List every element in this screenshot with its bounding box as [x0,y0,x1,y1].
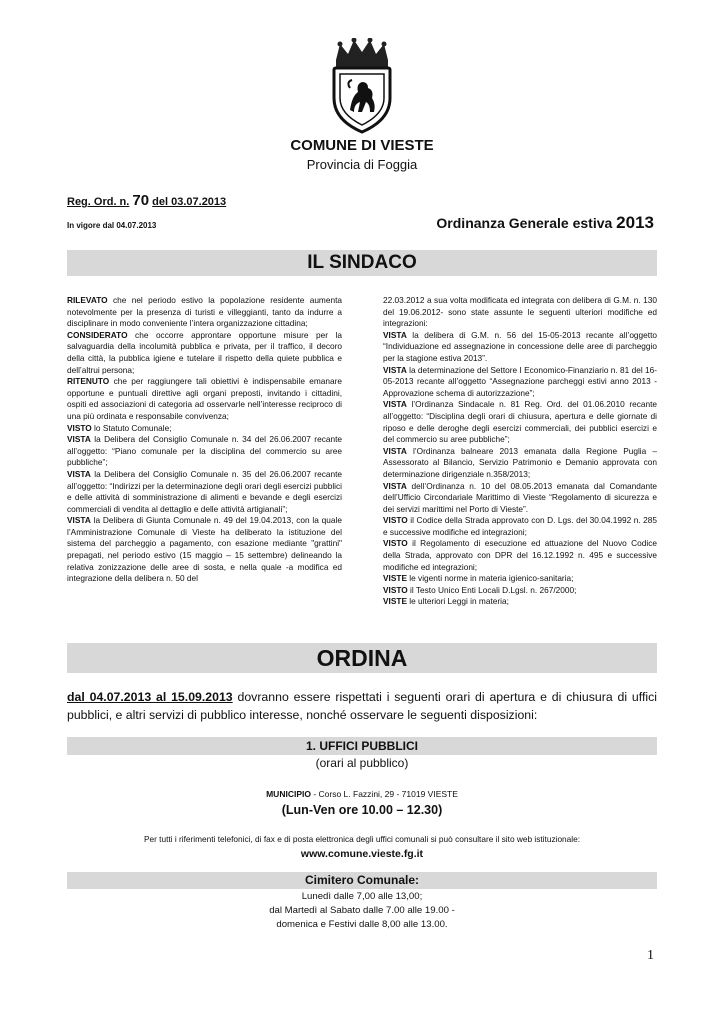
uffici-subheading: (orari al pubblico) [315,756,409,770]
info-text: Per tutti i riferimenti telefonici, di fax e di posta elettronica degli uffici comunali si può consultare il sito web istituzionale: [143,834,581,844]
cimitero-heading: Cimitero Comunale: [67,872,657,889]
clause [67,423,342,435]
clause-text: la Delibera del Consiglio Comunale n. 35 del 26.06.2007 recante all’oggetto: “Indirizzi per la determinazione degli orari degli esercizi pubblici e delle attività di somministrazione di alimenti e bevande e degli esercizi commerciali di vendita al dettaglio e delle attività artigianali”; [67,468,342,514]
clause [383,295,657,330]
ordina-period: dal 04.07.2013 al 15.09.2013 [67,690,233,704]
clause [383,399,657,445]
clause-keyword: VISTA [383,445,407,456]
clause-text: il Testo Unico Enti Locali D.Lgsl. n. 267/2000; [407,584,577,595]
clause [67,295,342,330]
municipio-address-text: - Corso L. Fazzini, 29 - 71019 VIESTE [310,789,458,799]
clause-keyword: VISTA [67,434,91,445]
clause [67,515,342,585]
clause-keyword: VISTE [383,596,407,607]
municipio-label: MUNICIPIO [266,789,311,799]
clause-keyword: VISTO [383,538,408,549]
clause-text: che per raggiungere tali obiettivi è indispensabile emanare opportune e puntuali direttive agli organi preposti, invitando i cittadini, ospiti ed associazioni di categoria ad osservarle nell’interesse reciproco di una più ordinata e responsabile convivenza; [67,376,342,421]
reg-ord-date: del 03.07.2013 [152,196,227,208]
ordina-intro-text: dovranno essere rispettati i seguenti orari di apertura e di chiusura di uffici pubblici, e altri servizi di pubblico interesse, nonché osservare le seguenti disposizioni: [67,690,657,722]
clause [383,573,657,585]
ordina-heading: ORDINA [67,643,657,673]
clause-text: la Delibera di Giunta Comunale n. 49 del 19.04.2013, con la quale l’Amministrazione Comunale di Vieste ha deliberato la istituzione del sistema del parcheggio a pagamento, con esazione mediante "grattini" prepagati, nel periodo estivo (15 maggio – 15 settembre) delineando la relativa zonizzazione delle aree di sosta, e nella quale -a modifica ed integrazione della delibera n. 50 del [67,515,342,584]
clause [67,434,342,469]
clause [67,469,342,515]
clause [383,585,657,597]
ordinanza-title [436,213,654,233]
clause-keyword: VISTO [383,584,408,595]
clause-text: l’Ordinanza Sindacale n. 81 Reg. Ord. del 01.06.2010 recante all’oggetto: “Disciplina degli orari di chiusura, apertura e delle giornate di riposo e delle deroghe degli esercizi commerciali, dei pubblici esercizi e del commercio su aree pubbliche”; [383,399,657,445]
clause-keyword: VISTO [383,515,408,526]
municipio-hours: (Lun-Ven ore 10.00 – 12.30) [281,803,443,817]
reg-ord-label: Reg. Ord. n. [67,196,130,208]
clause-text: dell’Ordinanza n. 10 del 08.05.2013 emanata dal Comandante dell’Ufficio Circondariale Marittimo di Vieste “Regolamento di sicurezza e dei servizi marittimi nel Porto di Vieste”. [383,480,657,514]
left-column [67,295,342,585]
cimitero-line: dal Martedì al Sabato dalle 7.00 alle 19.00 - [269,905,455,916]
coat-of-arms [322,38,402,134]
clause-text: la determinazione del Settore I Economico-Finanziario n. 81 del 16-05-2013 recante all’oggetto “Assegnazione parcheggi estivi anno 2013 - Approvazione schema di autorizzazione”; [383,364,657,398]
clause-keyword: RITENUTO [67,376,110,387]
coat-of-arms-icon [322,38,402,134]
cimitero-line: Lunedì dalle 7,00 alle 13,00; [301,891,423,902]
clause [383,446,657,481]
ordinanza-year: 2013 [616,213,654,232]
clause [383,515,657,538]
clause-text: le vigenti norme in materia igienico-sanitaria; [406,573,574,584]
clause [383,596,657,608]
clause-text: che nel periodo estivo la popolazione residente aumenta notevolmente per la presenza di turisti e villeggianti, tanto da indurre a disciplinare in modo conveniente l’intera organizzazione cittadina; [67,295,342,329]
clause-keyword: VISTA [383,399,407,410]
clause-text: l’Ordinanza balneare 2013 emanata dalla Regione Puglia – Assessorato al Bilancio, Servizio Patrimonio e Demanio approvata con determinazione dirigenziale n.358/2013; [383,445,657,479]
ordinanza-title-text: Ordinanza Generale estiva [436,215,613,231]
clause-text: la delibera di G.M. n. 56 del 15-05-2013 recante all’oggetto “Individuazione ed assegnazione in concessione delle aree di parcheggio per la stagione estiva 2013”. [383,329,657,363]
clause-text: lo Statuto Comunale; [91,422,172,433]
clause-keyword: VISTA [383,364,407,375]
clause-text: che occorre approntare opportune misure per la salvaguardia della incolumità pubblica e privata, per il traffico, il decoro della città, la pubblica igiene e tutelare il rispetto della quiete pubblica e dell’altrui persona; [67,329,342,375]
cimitero-line: domenica e Festivi dalle 8,00 alle 13.00. [276,919,448,930]
right-column [383,295,657,608]
ordina-intro [67,688,657,724]
clause [67,330,342,376]
reg-ord [67,192,226,209]
clause [383,365,657,400]
clause [383,330,657,365]
municipio-address [0,789,724,799]
clause-text: le ulteriori Leggi in materia; [406,596,509,607]
clause-text: il Codice della Strada approvato con D. Lgs. del 30.04.1992 n. 285 e successive modifiche ed integrazioni; [383,515,657,537]
uffici-heading: 1. UFFICI PUBBLICI [67,737,657,755]
clause-text: 22.03.2012 a sua volta modificata ed integrata con delibera di G.M. n. 130 del 19.06.2012- sono state assunte le seguenti ulteriori modifiche ed integrazioni: [383,295,657,329]
clause [383,538,657,573]
clause-text: la Delibera del Consiglio Comunale n. 34 del 26.06.2007 recante all’oggetto: “Piano comunale per la disciplina del commercio su aree pubbliche”; [67,434,342,468]
clause-keyword: VISTA [67,468,91,479]
clause [383,481,657,516]
clause-keyword: VISTA [67,515,91,526]
clause-keyword: RILEVATO [67,295,108,305]
page-number: 1 [647,948,654,963]
clause [67,376,342,422]
comune-title: COMUNE DI VIESTE [290,137,434,154]
in-vigore: In vigore dal 04.07.2013 [67,221,157,230]
clause-keyword: VISTA [383,329,407,340]
provincia-subtitle: Provincia di Foggia [306,157,418,172]
clause-keyword: VISTO [67,422,92,433]
clause-keyword: VISTA [383,480,407,491]
clause-keyword: CONSIDERATO [67,329,128,340]
website-link[interactable]: www.comune.vieste.fg.it [300,848,424,860]
reg-ord-number: 70 [132,192,150,209]
clause-text: il Regolamento di esecuzione ed attuazione del Nuovo Codice della Strada, approvato con DPR del 16.12.1992 n. 495 e successive modifiche ed integrazioni; [383,538,657,572]
sindaco-heading: IL SINDACO [67,250,657,276]
clause-keyword: VISTE [383,573,407,584]
